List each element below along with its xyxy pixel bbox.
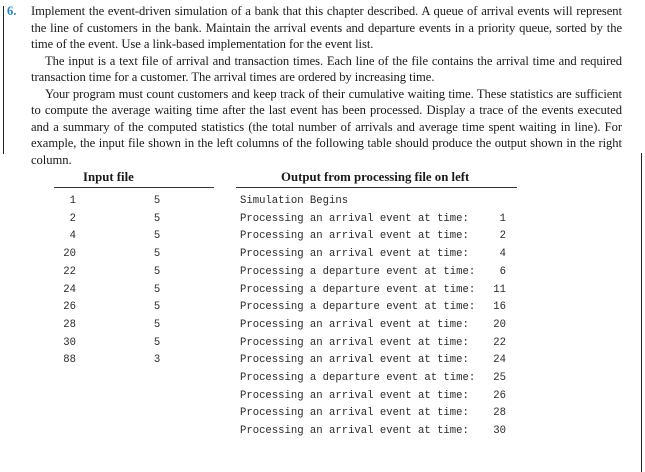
output-event-time: 20	[493, 318, 506, 331]
input-transaction-time: 5	[153, 318, 161, 331]
input-transaction-time: 5	[153, 336, 161, 349]
input-transaction-time: 5	[153, 195, 161, 207]
output-event-time: 16	[493, 301, 506, 314]
output-heading-rule	[236, 187, 517, 188]
table-row	[0, 354, 645, 371]
output-event-message: Processing an arrival event at time:	[240, 248, 469, 261]
table-row	[0, 284, 645, 301]
output-event-message: Processing an arrival event at time:	[240, 425, 469, 438]
exercise-paragraph-1: Implement the event-driven simulation of a bank that this chapter described. A queue of arrival events will represent the line of customers in the bank. Maintain the arrival events and departure events in a priority queue, sorted by the time of the event. Use a link-based implementation for the event list.	[31, 4, 622, 51]
input-transaction-time: 5	[153, 212, 161, 225]
table-row	[0, 390, 645, 407]
output-event-time: 28	[493, 407, 506, 420]
input-transaction-time: 5	[153, 265, 161, 278]
output-event-time: 1	[499, 212, 506, 225]
table-row	[0, 425, 645, 442]
output-event-message: Processing a departure event at time:	[240, 283, 476, 296]
output-event-time: 26	[493, 389, 506, 402]
input-heading-rule	[54, 187, 214, 188]
table-row	[0, 319, 645, 336]
exercise-number: 6.	[7, 4, 17, 18]
input-arrival-time: 30	[63, 336, 76, 349]
input-transaction-time: 5	[153, 248, 161, 261]
input-arrival-time: 88	[63, 354, 76, 367]
output-event-time: 4	[499, 248, 506, 261]
output-event-time: 24	[493, 354, 506, 367]
output-event-message: Processing an arrival event at time:	[240, 336, 469, 349]
output-event-time: 11	[493, 283, 506, 296]
output-event-message: Processing an arrival event at time:	[240, 230, 469, 243]
input-arrival-time: 26	[63, 301, 76, 314]
input-arrival-time: 24	[63, 283, 76, 296]
output-event-message: Processing a departure event at time:	[240, 265, 476, 278]
output-event-message: Processing an arrival event at time:	[240, 318, 469, 331]
input-arrival-time: 28	[63, 318, 76, 331]
output-event-message: Processing a departure event at time:	[240, 372, 476, 384]
table-row	[0, 213, 645, 230]
output-event-message: Processing an arrival event at time:	[240, 212, 469, 225]
table-row	[0, 248, 645, 265]
input-arrival-time: 22	[63, 265, 76, 278]
exercise-paragraph-3: Your program must count customers and keep track of their cumulative waiting time. These statistics are sufficient to compute the average waiting time after the last event has been processed. Display a trace of the events executed and a summary of the computed statistics (the total number of arrivals and average time spent waiting in line). For example, the input file shown in the left columns of the following table should produce the output shown in the right column.	[31, 86, 622, 167]
output-event-time: 25	[493, 372, 506, 384]
output-event-time: 6	[499, 265, 506, 278]
output-event-time: 2	[499, 230, 506, 243]
output-heading: Output from processing file on left	[281, 170, 470, 184]
table-row	[0, 407, 645, 424]
output-event-message: Simulation Begins	[240, 195, 349, 207]
output-event-message: Processing an arrival event at time:	[240, 407, 469, 420]
exercise-6	[7, 3, 622, 168]
output-event-message: Processing an arrival event at time:	[240, 354, 469, 367]
table-row	[0, 266, 645, 283]
input-transaction-time: 5	[153, 283, 161, 296]
table-row	[0, 337, 645, 354]
input-arrival-time: 4	[69, 230, 76, 243]
input-arrival-time: 20	[63, 248, 76, 261]
input-transaction-time: 5	[153, 301, 161, 314]
input-transaction-time: 5	[153, 230, 161, 243]
margin-rule-left	[3, 6, 4, 154]
output-event-message: Processing an arrival event at time:	[240, 389, 469, 402]
table-row	[0, 230, 645, 247]
input-file-heading: Input file	[83, 170, 134, 184]
input-transaction-time: 3	[153, 354, 161, 367]
output-event-time: 22	[493, 336, 506, 349]
exercise-paragraph-2: The input is a text file of arrival and transaction times. Each line of the file contains the arrival time and required transaction time for a customer. The arrival times are ordered by increasing time.	[31, 53, 622, 84]
input-arrival-time: 1	[69, 195, 76, 207]
output-event-message: Processing a departure event at time:	[240, 301, 476, 314]
table-row	[0, 372, 645, 389]
table-row	[0, 301, 645, 318]
table-row	[0, 195, 645, 212]
input-arrival-time: 2	[69, 212, 76, 225]
output-event-time: 30	[493, 425, 506, 438]
